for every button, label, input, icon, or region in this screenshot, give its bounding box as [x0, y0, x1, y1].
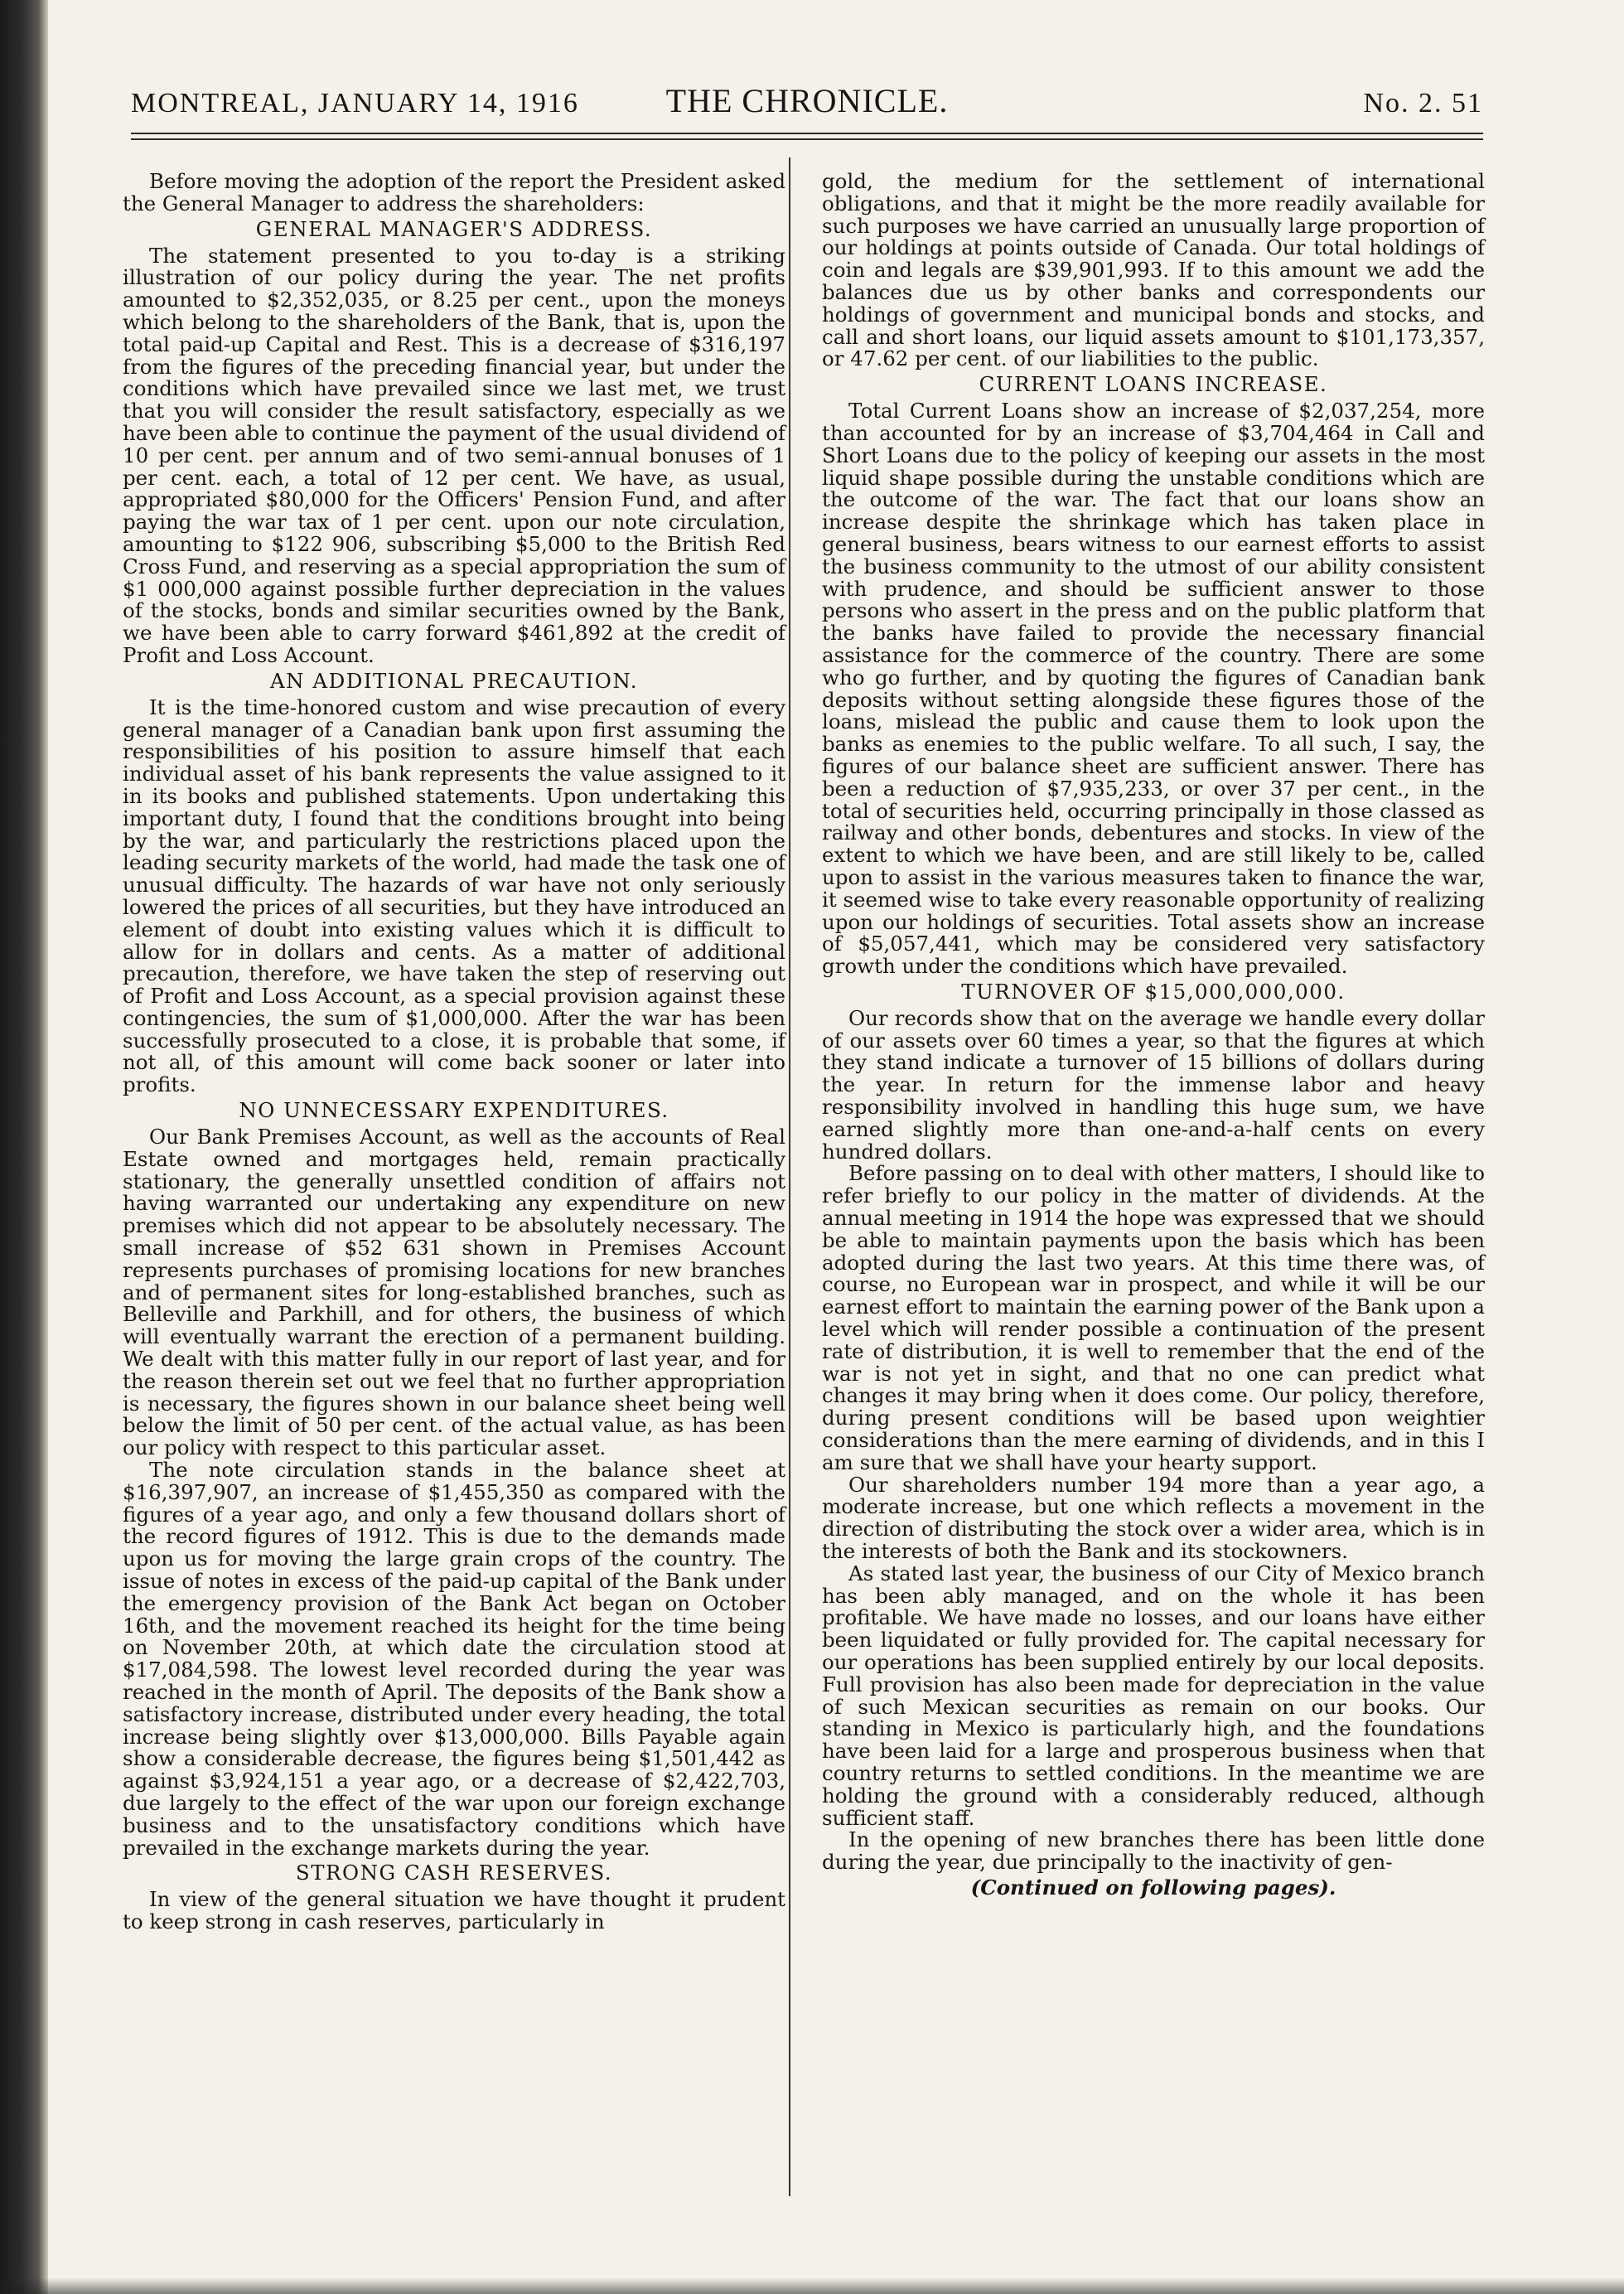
- paragraph: Total Current Loans show an increase of $2,037,254, more than accounted for by an increase of $3,704,464 in Call and Short Loans due to the policy of keeping our assets in the most liquid shape possible during the unstable conditions which are the outcome of the war. The fact that our loans show an increase despite the shrinkage which has taken place in general business, bears witness to our earnest efforts to assist the business community to the utmost of our ability consistent with prudence, and should be sufficient answer to those persons who assert in the press and on the public platform that the banks have failed to provide the necessary financial assistance for the commerce of the country. There are some who go further, and by quoting the figures of Canadian bank deposits without setting alongside these figures those of the loans, mislead the public and cause them to look upon the banks as enemies to the public welfare. To all such, I say, the figures of our balance sheet are sufficient answer. There has been a reduction of $7,935,233, or over 37 per cent., in the total of securities held, occurring principally in those classed as railway and other bonds, debentures and stocks. In view of the extent to which we have been, and are still likely to be, called upon to assist in the various measures taken to finance the war, it seemed wise to take every reasonable opportunity of realizing upon our holdings of securities. Total assets show an increase of $5,057,441, which may be considered very satisfactory growth under the conditions which have prevailed.: [822, 399, 1485, 979]
- paragraph: gold, the medium for the settlement of international obligations, and that it might be the more readily available for such purposes we have carried an unusually large proportion of our holdings at points outside of Canada. Our total holdings of coin and legals are $39,901,993. If to this amount we add the balances due us by other banks and correspondents our holdings of government and municipal bonds and stocks, and call and short loans, our liquid assets amount to $101,173,357, or 47.62 per cent. of our liabilities to the public.: [822, 169, 1485, 371]
- continued-note: (Continued on following pages).: [970, 1875, 1336, 1900]
- right-column: [822, 171, 1485, 2218]
- paragraph: In view of the general situation we have thought it prudent to keep strong in cash reserves, particularly in: [123, 1887, 785, 1934]
- column-divider: [789, 157, 790, 2196]
- header-rule-bottom: [131, 138, 1483, 140]
- paragraph: The statement presented to you to-day is a striking illustration of our policy during the year. The net profits amounted to $2,352,035, or 8.25 per cent., upon the moneys which belong to the shareholders of the Bank, that is, upon the total paid-up Capital and Rest. This is a decrease of $316,197 from the figures of the preceding financial year, but under the conditions which have prevailed since we last met, we trust that you will consider the result satisfactory, especially as we have been able to continue the payment of the usual dividend of 10 per cent. per annum and of two semi-annual bonuses of 1 per cent. each, a total of 12 per cent. We have, as usual, appropriated $80,000 for the Officers' Pension Fund, and after paying the war tax of 1 per cent. upon our note circulation, amounting to $122 906, subscribing $5,000 to the British Red Cross Fund, and reserving as a special appropriation the sum of $1 000,000 against possible further depreciation in the values of the stocks, bonds and similar securities owned by the Bank, we have been able to carry forward $461,892 at the credit of Profit and Loss Account.: [123, 243, 785, 667]
- section-heading: NO UNNECESSARY EXPENDITURES.: [239, 1098, 669, 1123]
- paragraph: Our records show that on the average we handle every dollar of our assets over 60 times a year, so that the figures at which they stand indicate a turnover of 15 billions of dollars during the year. In return for the immense labor and heavy responsibility involved in handling this huge sum, we have earned slightly more than one-and-a-half cents on every hundred dollars.: [822, 1005, 1485, 1164]
- left-column: [123, 171, 785, 2218]
- page-header: [131, 81, 1483, 128]
- section-heading: GENERAL MANAGER'S ADDRESS.: [255, 216, 653, 241]
- issue-page-number: No. 2. 51: [1363, 88, 1483, 119]
- section-heading: TURNOVER OF $15,000,000,000.: [961, 979, 1346, 1004]
- header-rule-top: [131, 133, 1483, 134]
- paragraph: In the opening of new branches there has been little done during the year, due principally to the inactivity of gen-: [822, 1827, 1485, 1875]
- paragraph: Before passing on to deal with other matters, I should like to refer briefly to our policy in the matter of dividends. At the annual meeting in 1914 the hope was expressed that we should be able to maintain payments upon the basis which has been adopted during the last two years. At this time there was, of course, no European war in prospect, and while it will be our earnest effort to maintain the earning power of the Bank upon a level which will render possible a continuation of the present rate of distribution, it is well to remember that the end of the war is not yet in sight, and that no one can predict what changes it may bring when it does come. Our policy, therefore, during present conditions will be based upon weightier considerations than the mere earning of dividends, and in this I am sure that we shall have your hearty support.: [822, 1161, 1485, 1474]
- paragraph: As stated last year, the business of our City of Mexico branch has been ably managed, and on the whole it has been profitable. We have made no losses, and our loans have either been liquidated or fully provided for. The capital necessary for our operations has been supplied entirely by our local deposits. Full provision has also been made for depreciation in the value of such Mexican securities as remain on our books. Our standing in Mexico is particularly high, and the foundations have been laid for a large and prosperous business when that country returns to settled conditions. In the meantime we are holding the ground with a considerably reduced, although sufficient staff.: [822, 1561, 1485, 1830]
- masthead: THE CHRONICLE.: [665, 82, 949, 119]
- paragraph: It is the time-honored custom and wise precaution of every general manager of a Canadian bank upon first assuming the responsibilities of his position to assure himself that each individual asset of his bank represents the value assigned to it in its books and published statements. Upon undertaking this important duty, I found that the conditions brought into being by the war, and particularly the restrictions placed upon the leading security markets of the world, had made the task one of unusual difficulty. The hazards of war have not only seriously lowered the prices of all securities, but they have introduced an element of doubt into existing values which it is difficult to allow for in dollars and cents. As a matter of additional precaution, therefore, we have taken the step of reserving out of Profit and Loss Account, as a special provision against these contingencies, the sum of $1,000,000. After the war has been successfully prosecuted to a close, it is probable that some, if not all, of this amount will come back sooner or later into profits.: [123, 694, 785, 1097]
- paragraph: The note circulation stands in the balance sheet at $16,397,907, an increase of $1,455,350 as compared with the figures of a year ago, and only a few thousand dollars short of the record figures of 1912. This is due to the demands made upon us for moving the large grain crops of the country. The issue of notes in excess of the paid-up capital of the Bank under the emergency provision of the Bank Act began on October 16th, and the movement reached its height for the time being on November 20th, at which date the circulation stood at $17,084,598. The lowest level recorded during the year was reached in the month of April. The deposits of the Bank show a satisfactory increase, distributed under every heading, the total increase being slightly over $13,000,000. Bills Payable again show a considerable decrease, the figures being $1,501,442 as against $3,924,151 a year ago, or a decrease of $2,422,703, due largely to the effect of the war upon our foreign exchange business and to the unsatisfactory conditions which have prevailed in the exchange markets during the year.: [123, 1458, 785, 1860]
- paragraph: Our shareholders number 194 more than a year ago, a moderate increase, but one which reflects a movement in the direction of distributing the stock over a wider area, which is in the interests of both the Bank and its stockowners.: [822, 1472, 1485, 1564]
- paragraph: Our Bank Premises Account, as well as the accounts of Real Estate owned and mortgages held, remain practically stationary, the generally unsettled condition of affairs not having warranted our undertaking any expenditure on new premises which did not appear to be absolutely necessary. The small increase of $52 631 shown in Premises Account represents purchases of promising locations for new branches and of permanent sites for long-established branches, such as Belleville and Parkhill, and for others, the business of which will eventually warrant the erection of a permanent building. We dealt with this matter fully in our report of last year, and for the reason therein set out we feel that no further appropriation is necessary, the figures shown in our balance sheet being well below the limit of 50 per cent. of the actual value, as has been our policy with respect to this particular asset.: [123, 1125, 785, 1460]
- intro-paragraph: Before moving the adoption of the report the President asked the General Manager to address the shareholders:: [123, 169, 785, 215]
- page-bottom-shadow: [0, 2277, 1624, 2294]
- dateline: MONTREAL, JANUARY 14, 1916: [131, 88, 579, 119]
- section-heading: STRONG CASH RESERVES.: [295, 1861, 613, 1885]
- page-binding-shadow: [0, 0, 48, 2294]
- section-heading: AN ADDITIONAL PRECAUTION.: [269, 668, 639, 693]
- section-heading: CURRENT LOANS INCREASE.: [979, 372, 1328, 397]
